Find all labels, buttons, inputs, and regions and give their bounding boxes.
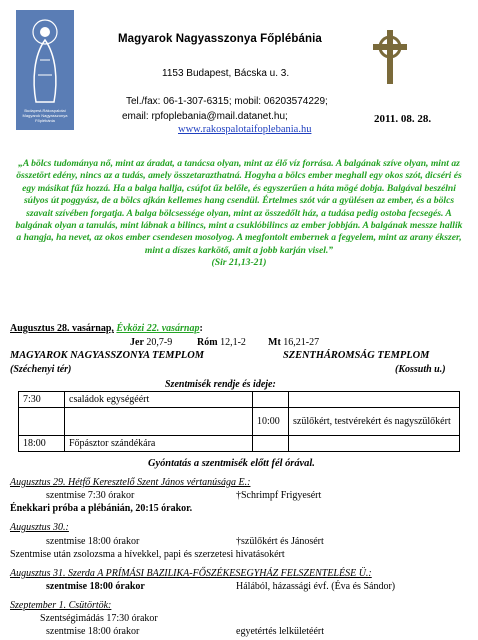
day-heading-aug29: Augusztus 29. Hétfő Keresztelő Szent János vértanúsága E.: <box>10 477 251 488</box>
celtic-cross-icon <box>368 28 412 86</box>
mass-intention: †Schrimpf Frigyesért <box>236 490 322 501</box>
choir-note: Énekkari próba a plébánián, 20:15 órakor. <box>10 503 193 514</box>
sunday-liturgical-name: Évközi 22. vasárnap <box>116 323 200 334</box>
day-heading-sep1: Szeptember 1. Csütörtök: <box>10 600 112 611</box>
parish-title: Magyarok Nagyasszonya Főplébánia <box>118 33 322 45</box>
table-row <box>19 408 460 436</box>
table-row <box>19 436 460 452</box>
sunday-heading <box>10 323 203 334</box>
parish-email: email: rpfoplebania@mail.datanet.hu; <box>122 111 288 122</box>
quote-reference: (Sir 21,13-21) <box>211 257 267 269</box>
church-left-location: (Széchenyi tér) <box>10 364 72 375</box>
parish-address: 1153 Budapest, Bácska u. 3. <box>162 68 290 79</box>
time-cell: 7:30 <box>19 392 65 408</box>
parish-website-link[interactable]: www.rakospalotaifoplebania.hu <box>178 124 312 135</box>
schedule-title: Szentmisék rendje és ideje: <box>165 379 276 390</box>
logo-caption-line: Főplébánia <box>35 118 55 123</box>
reading-3: Mt 16,21-27 <box>268 337 320 348</box>
mass-intention: egyetértés lelkületéért <box>236 626 325 637</box>
quote-text: „A bölcs tudománya nő, mint az áradat, a tanácsa olyan, mint az élő víz forrása. A balgának szíve olyan, mint az összetört edény, nincs az a tudás, amely összetarazthatná. Hogyha a bölcs ember meghall egy okos szót, dicséri és egy másikat fűz hozzá. Ha a balga hallja, csúfot űz belőle, és egyszerűen a háta mögé dobja. Balgával beszélni súlyos út poggyász, de a bölcs ajkán kellemes hang csendül. Értelmes szót vár a gyülésen az ember, és a bölcs szavait szívében forgatja. A balga bölcsessége olyan, mint az összedőlt ház, a tudása pedig ostoba fecsegés. A balgának olyan a tanulás, mint lábnak a bilincs, mint a csuklóbilincs az ember jobbján. A balgának messze hallik a hangja, ha nevet, az okos ember csendesen mosolyog. A megfontolt embernek a fegyelem, mint az arany ékszer, mint a díszes karkötő, amit a jobb karján visel.” <box>15 158 463 256</box>
mass-intention: †szülőkért és Jánosért <box>236 536 324 547</box>
day-heading-aug31: Augusztus 31. Szerda A PRÍMÁSI BAZILIKA-FŐSZÉKESEGYHÁZ FELSZENTELÉSE Ü.: <box>10 568 372 579</box>
time-cell <box>19 408 65 436</box>
church-right-name: SZENTHÁROMSÁG TEMPLOM <box>283 350 430 361</box>
parish-phone: Tel./fax: 06-1-307-6315; mobil: 06203574229; <box>126 96 328 107</box>
confession-note: Gyóntatás a szentmisék előtt fél órával. <box>148 458 315 469</box>
reading-2: Róm 12,1-2 <box>197 337 246 348</box>
logo-caption-line: Magyarok Nagyasszonya <box>22 113 68 118</box>
sunday-colon: : <box>199 323 203 334</box>
intention-cell <box>65 408 253 436</box>
intention-cell: Főpásztor szándékára <box>65 436 253 452</box>
church-right-location: (Kossuth u.) <box>395 364 446 375</box>
sunday-date: Augusztus 28. vasárnap, <box>10 323 114 334</box>
mass-time: szentmise 7:30 órakor <box>46 490 135 501</box>
intention-cell <box>289 436 460 452</box>
time-cell: 18:00 <box>19 436 65 452</box>
church-left-name: MAGYAROK NAGYASSZONYA TEMPLOM <box>10 350 204 361</box>
vespers-note: Szentmise után zsolozsma a hívekkel, papi és szerzetesi hivatásokért <box>10 549 285 560</box>
intention-cell: családok egységéért <box>65 392 253 408</box>
mass-schedule-table <box>18 391 460 452</box>
mass-time: szentmise 18:00 órakor <box>46 626 140 637</box>
mass-intention: Hálából, házassági évf. (Éva és Sándor) <box>236 581 396 592</box>
adoration-time: Szentségimádás 17:30 órakor <box>40 613 158 624</box>
time-cell <box>253 392 289 408</box>
day-heading-aug30: Augusztus 30.: <box>10 522 69 533</box>
reading-1: Jer 20,7-9 <box>130 337 173 348</box>
bulletin-date: 2011. 08. 28. <box>374 113 432 125</box>
mass-time: szentmise 18:00 órakor <box>46 581 145 592</box>
time-cell: 10:00 <box>253 408 289 436</box>
scripture-quote <box>12 158 466 270</box>
logo-caption <box>16 108 74 123</box>
mass-time: szentmise 18:00 órakor <box>46 536 140 547</box>
intention-cell <box>289 392 460 408</box>
time-cell <box>253 436 289 452</box>
intention-cell: szülőkért, testvérekért és nagyszülőkért <box>289 408 460 436</box>
logo-caption-line: Budapest-Rákospalotai <box>24 108 66 113</box>
table-row <box>19 392 460 408</box>
